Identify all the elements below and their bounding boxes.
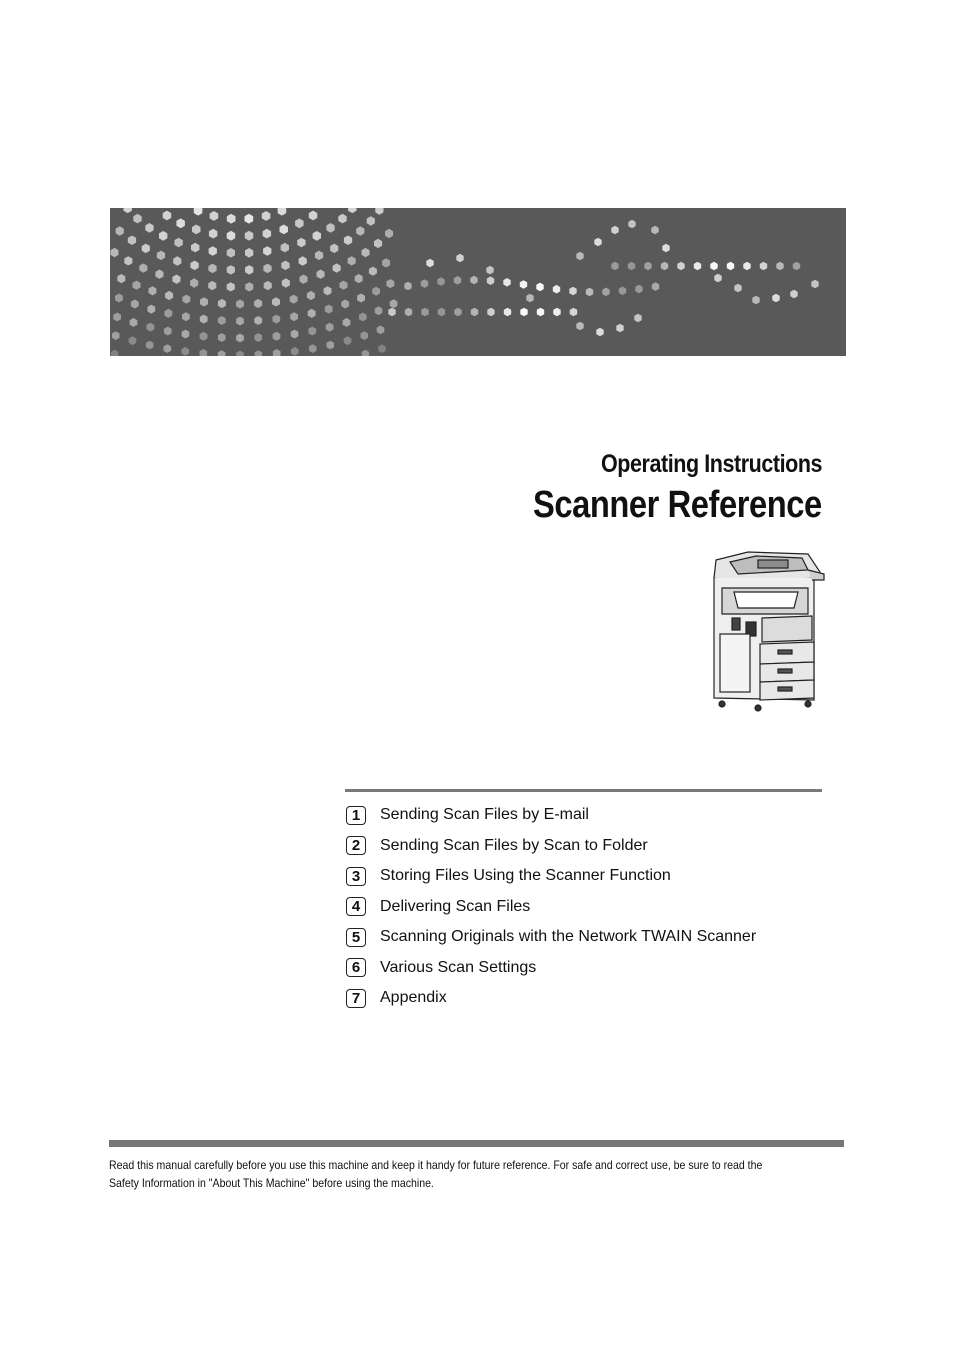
chapter-title: Various Scan Settings [380, 958, 537, 976]
pattern-dot [155, 270, 163, 279]
pattern-dot [325, 305, 333, 314]
pattern-dot [811, 280, 818, 289]
pattern-dot [116, 226, 124, 236]
pattern-dot [596, 328, 603, 337]
pattern-dot [245, 214, 254, 224]
pattern-dot [308, 309, 316, 318]
pattern-dot [694, 262, 701, 271]
pattern-dot [218, 350, 226, 356]
chapter-title: Sending Scan Files by E-mail [380, 806, 589, 824]
pattern-dot [662, 244, 669, 253]
pattern-dot [200, 315, 208, 324]
pattern-dot [367, 216, 375, 226]
pattern-dot [147, 305, 155, 314]
pattern-dot [139, 263, 147, 272]
pattern-dot [200, 297, 208, 306]
pattern-dot [147, 323, 155, 332]
pattern-dot [553, 285, 560, 294]
pattern-dot [326, 223, 334, 233]
pattern-dot [264, 281, 272, 290]
toc-item[interactable] [346, 983, 756, 1014]
pattern-dot [576, 322, 583, 331]
pattern-dot [291, 330, 299, 339]
pattern-dot [710, 262, 717, 271]
chapter-number-badge: 4 [346, 897, 366, 916]
pattern-dot [743, 262, 750, 271]
chapter-number-badge: 7 [346, 989, 366, 1008]
pattern-dot [553, 308, 560, 317]
pattern-dot [208, 281, 216, 290]
pattern-dot [504, 308, 511, 317]
pattern-dot [245, 231, 254, 241]
pattern-dot [357, 294, 365, 303]
pattern-dot [112, 331, 120, 340]
pattern-dot [315, 251, 323, 261]
pattern-dot [210, 211, 219, 221]
pattern-dot [772, 294, 779, 303]
pattern-dot [262, 211, 271, 221]
pattern-dot [159, 231, 167, 241]
pattern-dot [218, 316, 226, 325]
pattern-dot [369, 267, 377, 276]
pattern-dot [309, 344, 317, 353]
pattern-dot [348, 208, 356, 213]
pattern-dot [628, 220, 635, 229]
pattern-dot [760, 262, 767, 271]
chapter-title: Delivering Scan Files [380, 897, 531, 915]
toc-item[interactable] [346, 861, 756, 892]
pattern-dot [309, 211, 318, 221]
pattern-dot [362, 248, 370, 257]
copier-machine-illustration [708, 548, 826, 714]
pattern-dot [404, 282, 411, 291]
pattern-dot [254, 316, 262, 325]
chapter-number-badge: 3 [346, 867, 366, 886]
pattern-dot [263, 229, 272, 239]
pattern-dot [218, 299, 226, 308]
pattern-dot [616, 324, 623, 333]
pattern-dot [200, 349, 208, 356]
pattern-dot [282, 278, 290, 287]
pattern-dot [146, 341, 154, 350]
pattern-dot [348, 256, 356, 265]
pattern-dot [576, 252, 583, 261]
pattern-dot [375, 306, 383, 315]
pattern-dot [297, 238, 305, 248]
pattern-dot [520, 280, 527, 289]
pattern-dot [438, 308, 445, 317]
pattern-dot [456, 254, 463, 263]
pattern-dot [236, 299, 244, 308]
pattern-dot [343, 318, 351, 327]
pattern-dot [340, 281, 348, 290]
pattern-dot [344, 236, 352, 246]
pattern-dot [341, 300, 349, 309]
pattern-dot [182, 295, 190, 304]
pattern-dot [281, 261, 289, 271]
pattern-dot [355, 274, 363, 283]
pattern-dot [280, 225, 289, 235]
toc-item[interactable] [346, 953, 756, 984]
pattern-dot [356, 226, 364, 236]
pattern-dot [190, 278, 198, 287]
chapter-number-badge: 6 [346, 958, 366, 977]
pattern-dot [454, 308, 461, 317]
pattern-dot [164, 344, 172, 353]
pattern-dot [236, 334, 244, 343]
pattern-dot [611, 262, 618, 271]
pattern-dot [245, 265, 253, 275]
pattern-dot [164, 309, 172, 318]
pattern-dot [300, 275, 308, 284]
pattern-dot [628, 262, 635, 271]
pattern-dot [263, 264, 271, 274]
footer-divider [109, 1140, 844, 1147]
footer-line: Safety Information in "About This Machine" before using the machine. [109, 1176, 434, 1190]
pattern-dot [537, 308, 544, 317]
pattern-dot [362, 350, 369, 356]
pattern-dot [157, 251, 165, 261]
cover-banner [110, 208, 846, 356]
pattern-dot [254, 299, 262, 308]
pattern-dot [520, 308, 527, 317]
pattern-dot [145, 223, 153, 233]
pattern-dot [377, 326, 385, 335]
pattern-dot [236, 317, 244, 326]
footer-line: Read this manual carefully before you use this machine and keep it handy for future reference. For safe and correct use, be sure to read the [109, 1158, 763, 1172]
chapter-title: Appendix [380, 989, 447, 1007]
pattern-dot [677, 262, 684, 271]
pattern-dot [278, 208, 287, 216]
pattern-dot [130, 318, 138, 327]
pattern-dot [227, 214, 236, 224]
pattern-dot [634, 314, 641, 323]
pattern-dot [227, 231, 236, 241]
pattern-dot [110, 248, 118, 257]
pattern-dot [333, 263, 341, 272]
pattern-dot [734, 284, 741, 293]
pattern-dot [487, 308, 494, 317]
pattern-dot [661, 262, 668, 271]
pattern-dot [163, 211, 172, 221]
pattern-dot [174, 238, 182, 248]
footer-notice [109, 1156, 778, 1192]
pattern-dot [272, 315, 280, 324]
toc-divider [345, 789, 822, 792]
pattern-dot [382, 258, 390, 267]
pattern-dot [752, 296, 759, 305]
pattern-dot [245, 282, 253, 291]
pattern-dot [536, 283, 543, 292]
chapter-number-badge: 5 [346, 928, 366, 947]
pattern-dot [602, 288, 609, 297]
pattern-dot [142, 244, 150, 254]
pattern-dot [236, 351, 244, 356]
pattern-dot [149, 286, 157, 295]
pattern-dot [176, 218, 185, 228]
pattern-dot [164, 327, 172, 336]
pattern-dot [255, 350, 263, 356]
pattern-dot [227, 248, 235, 258]
pattern-dot [421, 279, 428, 288]
pattern-dot [129, 336, 137, 345]
pattern-dot [651, 226, 658, 235]
pattern-dot [486, 266, 493, 275]
pattern-dot [426, 259, 433, 268]
pattern-dot [181, 347, 189, 356]
pattern-dot [192, 225, 201, 235]
pattern-dot [375, 208, 383, 215]
pattern-dot [390, 299, 398, 308]
pattern-dot [209, 229, 218, 239]
pattern-dot [374, 239, 382, 248]
pattern-dot [290, 312, 298, 321]
pattern-dot [594, 238, 601, 247]
pattern-dot [714, 274, 721, 283]
pattern-dot [471, 308, 478, 317]
pattern-dot [245, 248, 253, 258]
pattern-dot [437, 277, 444, 286]
pattern-dot [208, 264, 216, 274]
pattern-dot [131, 300, 139, 309]
pattern-dot [307, 291, 315, 300]
dot-pattern-graphic [110, 208, 846, 356]
pattern-dot [386, 279, 394, 288]
pattern-dot [165, 291, 173, 300]
toc-item[interactable] [346, 892, 756, 923]
pattern-dot [727, 262, 734, 271]
pattern-dot [263, 246, 271, 256]
pattern-dot [503, 278, 510, 287]
pattern-dot [388, 308, 395, 317]
pattern-dot [254, 333, 262, 342]
pattern-dot [172, 275, 180, 284]
pattern-dot [291, 347, 299, 356]
pattern-dot [128, 236, 136, 246]
pattern-dot [652, 282, 659, 291]
pattern-dot [570, 308, 577, 317]
pattern-dot [111, 350, 118, 356]
pattern-dot [317, 270, 325, 279]
pattern-dot [190, 261, 198, 271]
pattern-dot [372, 287, 380, 296]
pattern-dot [124, 208, 132, 213]
pattern-dot [327, 341, 335, 350]
pattern-dot [113, 313, 121, 322]
pattern-dot [133, 281, 141, 290]
pattern-dot [313, 231, 321, 241]
pattern-dot [227, 265, 235, 275]
pattern-dot [218, 333, 226, 342]
pattern-dot [182, 330, 190, 339]
pattern-dot [299, 256, 307, 266]
pattern-dot [644, 262, 651, 271]
pattern-dot [359, 313, 367, 322]
pattern-dot [361, 331, 369, 340]
pattern-dot [338, 214, 346, 224]
toc-item[interactable] [346, 831, 756, 862]
pattern-dot [454, 276, 461, 285]
cover-subtitle: Operating Instructions [600, 450, 822, 478]
chapter-number-badge: 2 [346, 836, 366, 855]
pattern-dot [385, 229, 393, 238]
pattern-dot [405, 308, 412, 317]
pattern-dot [324, 286, 332, 295]
pattern-dot [209, 246, 217, 256]
pattern-dot [586, 288, 593, 297]
pattern-dot [378, 344, 385, 353]
pattern-dot [273, 332, 281, 341]
pattern-dot [133, 214, 141, 224]
pattern-dot [117, 274, 125, 283]
pattern-dot [200, 332, 208, 341]
pattern-dot [308, 327, 316, 336]
pattern-dot [272, 297, 280, 306]
pattern-dot [281, 243, 289, 253]
chapter-number-badge: 1 [346, 806, 366, 825]
pattern-dot [487, 276, 494, 285]
pattern-dot [124, 256, 132, 265]
toc-item[interactable] [346, 922, 756, 953]
cover-title: Scanner Reference [533, 484, 822, 526]
pattern-dot [191, 243, 199, 253]
pattern-dot [526, 294, 533, 303]
pattern-dot [173, 256, 181, 266]
chapter-title: Scanning Originals with the Network TWAIN Scanner [380, 928, 757, 946]
pattern-dot [470, 276, 477, 285]
pattern-dot [635, 285, 642, 294]
pattern-dot [182, 312, 190, 321]
pattern-dot [194, 208, 203, 216]
pattern-dot [330, 244, 338, 254]
pattern-dot [793, 262, 800, 271]
chapter-title: Storing Files Using the Scanner Function [380, 867, 671, 885]
pattern-dot [115, 294, 123, 303]
pattern-dot [790, 290, 797, 299]
pattern-dot [290, 295, 298, 304]
pattern-dot [326, 323, 334, 332]
pattern-dot [273, 349, 281, 356]
pattern-dot [227, 282, 235, 291]
chapter-title: Sending Scan Files by Scan to Folder [380, 836, 648, 854]
pattern-dot [569, 287, 576, 296]
pattern-dot [421, 308, 428, 317]
pattern-dot [344, 336, 352, 345]
toc-item[interactable] [346, 800, 756, 831]
pattern-dot [776, 262, 783, 271]
pattern-dot [611, 226, 618, 235]
table-of-contents [346, 800, 756, 1014]
pattern-dot [619, 287, 626, 296]
pattern-dot [295, 218, 304, 228]
